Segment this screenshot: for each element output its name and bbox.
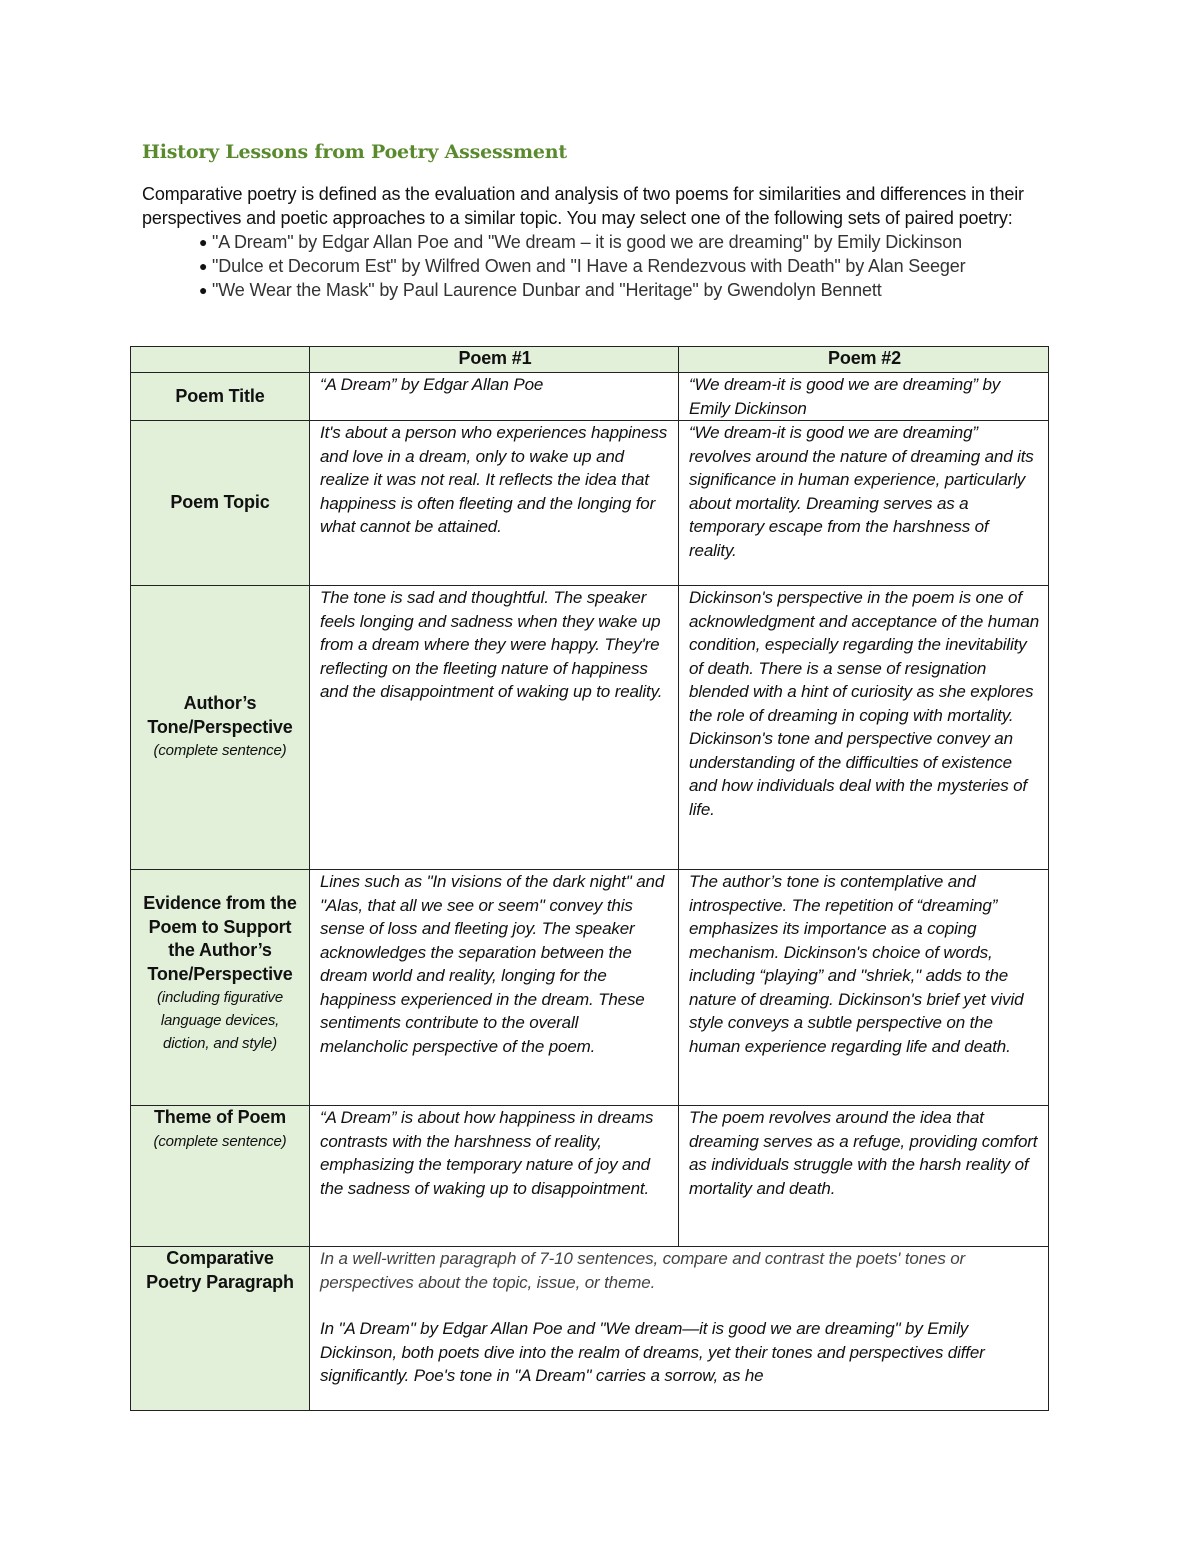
table-row: [131, 1106, 1049, 1247]
row-label-poem-title: Poem Title: [131, 373, 310, 421]
poem-pair-option-3: "We Wear the Mask" by Paul Laurence Dunbar and "Heritage" by Gwendolyn Bennett: [212, 280, 882, 300]
poem2-evidence-cell: The author’s tone is contemplative and introspective. The repetition of “dreaming” emphasizes its importance as a coping mechanism. Dickinson's choice of words, including “playing” and "shriek," adds to the nature of dreaming. Dickinson's brief yet vivid style conveys a subtle perspective on the human experience regarding life and death.: [679, 870, 1049, 1106]
paragraph-answer: In "A Dream" by Edgar Allan Poe and "We dream—it is good we are dreaming" by Emily Dickinson, both poets dive into the realm of dreams, yet their tones and perspectives differ significantly. Poe's tone in "A Dream" carries a sorrow, as he: [320, 1319, 985, 1385]
list-item: [199, 278, 1062, 302]
row-label-theme: Theme of Poem (complete sentence): [131, 1106, 310, 1247]
poem2-topic-cell: “We dream-it is good we are dreaming” revolves around the nature of dreaming and its significance in human experience, particularly about mortality. Dreaming serves as a temporary escape from the harshness of reality.: [679, 421, 1049, 586]
table-row: [131, 586, 1049, 870]
paragraph-prompt: In a well-written paragraph of 7-10 sentences, compare and contrast the poets' tones or perspectives about the topic, issue, or theme.: [320, 1249, 966, 1292]
poem1-theme-cell: “A Dream” is about how happiness in dreams contrasts with the harshness of reality, emphasizing the temporary nature of joy and the sadness of waking up to disappointment.: [310, 1106, 679, 1247]
row-sublabel: (including figurative language devices, diction, and style): [156, 989, 284, 1052]
comparison-table: [130, 346, 1049, 1411]
list-item: [199, 254, 1062, 278]
table-row: [131, 1247, 1049, 1411]
comparative-paragraph-cell: [310, 1247, 1049, 1411]
row-label-poem-topic: Poem Topic: [131, 421, 310, 586]
poem2-theme-cell: The poem revolves around the idea that dreaming serves as a refuge, providing comfort as individuals struggle with the harsh reality of mortality and death.: [679, 1106, 1049, 1247]
row-sublabel: (complete sentence): [153, 742, 287, 760]
intro-section: [142, 182, 1062, 302]
poem1-evidence-cell: Lines such as "In visions of the dark night" and "Alas, that all we see or seem" convey this sense of loss and fleeting joy. The speaker acknowledges the separation between the dream world and reality, longing for the happiness experienced in the dream. These sentiments contribute to the overall melancholic perspective of the poem.: [310, 870, 679, 1106]
intro-paragraph: Comparative poetry is defined as the evaluation and analysis of two poems for similarities and differences in their perspectives and poetic approaches to a similar topic. You may select one of the following sets of paired poetry:: [142, 184, 1024, 228]
row-label-tone-perspective: Author’s Tone/Perspective (complete sentence): [131, 586, 310, 870]
poem-pair-option-2: "Dulce et Decorum Est" by Wilfred Owen and "I Have a Rendezvous with Death" by Alan Seeger: [212, 256, 966, 276]
poem1-topic-cell: It's about a person who experiences happiness and love in a dream, only to wake up and realize it was not real. It reflects the idea that happiness is often fleeting and the longing for what cannot be attained.: [310, 421, 679, 586]
header-poem-1: Poem #1: [310, 347, 679, 373]
header-poem-2: Poem #2: [679, 347, 1049, 373]
poem-pair-option-1: "A Dream" by Edgar Allan Poe and "We dream – it is good we are dreaming" by Emily Dickinson: [212, 232, 962, 252]
table-row: [131, 373, 1049, 421]
poem-pair-list: [142, 230, 1062, 302]
bullet-icon: ●: [199, 234, 208, 250]
bullet-icon: ●: [199, 282, 208, 298]
header-corner-cell: [131, 347, 310, 373]
page-title: History Lessons from Poetry Assessment: [142, 141, 567, 163]
row-label-comparative-paragraph: Comparative Poetry Paragraph: [131, 1247, 310, 1411]
poem2-tone-cell: Dickinson's perspective in the poem is one of acknowledgment and acceptance of the human condition, especially regarding the inevitability of death. There is a sense of resignation blended with a hint of curiosity as she explores the role of dreaming in coping with mortality. Dickinson's tone and perspective convey an understanding of the difficulties of existence and how individuals deal with the mysteries of life.: [679, 586, 1049, 870]
table-row: [131, 870, 1049, 1106]
row-label-evidence: Evidence from the Poem to Support the Author’s Tone/Perspective (including figurative language devices, diction, and style): [131, 870, 310, 1106]
list-item: [199, 230, 1062, 254]
bullet-icon: ●: [199, 258, 208, 274]
poem1-tone-cell: The tone is sad and thoughtful. The speaker feels longing and sadness when they wake up from a dream where they were happy. They're reflecting on the fleeting nature of happiness and the disappointment of waking up to reality.: [310, 586, 679, 870]
table-row: [131, 421, 1049, 586]
table-header-row: [131, 347, 1049, 373]
poem1-title-cell: “A Dream” by Edgar Allan Poe: [310, 373, 679, 421]
row-sublabel: (complete sentence): [153, 1132, 287, 1150]
poem2-title-cell: “We dream-it is good we are dreaming” by Emily Dickinson: [679, 373, 1049, 421]
